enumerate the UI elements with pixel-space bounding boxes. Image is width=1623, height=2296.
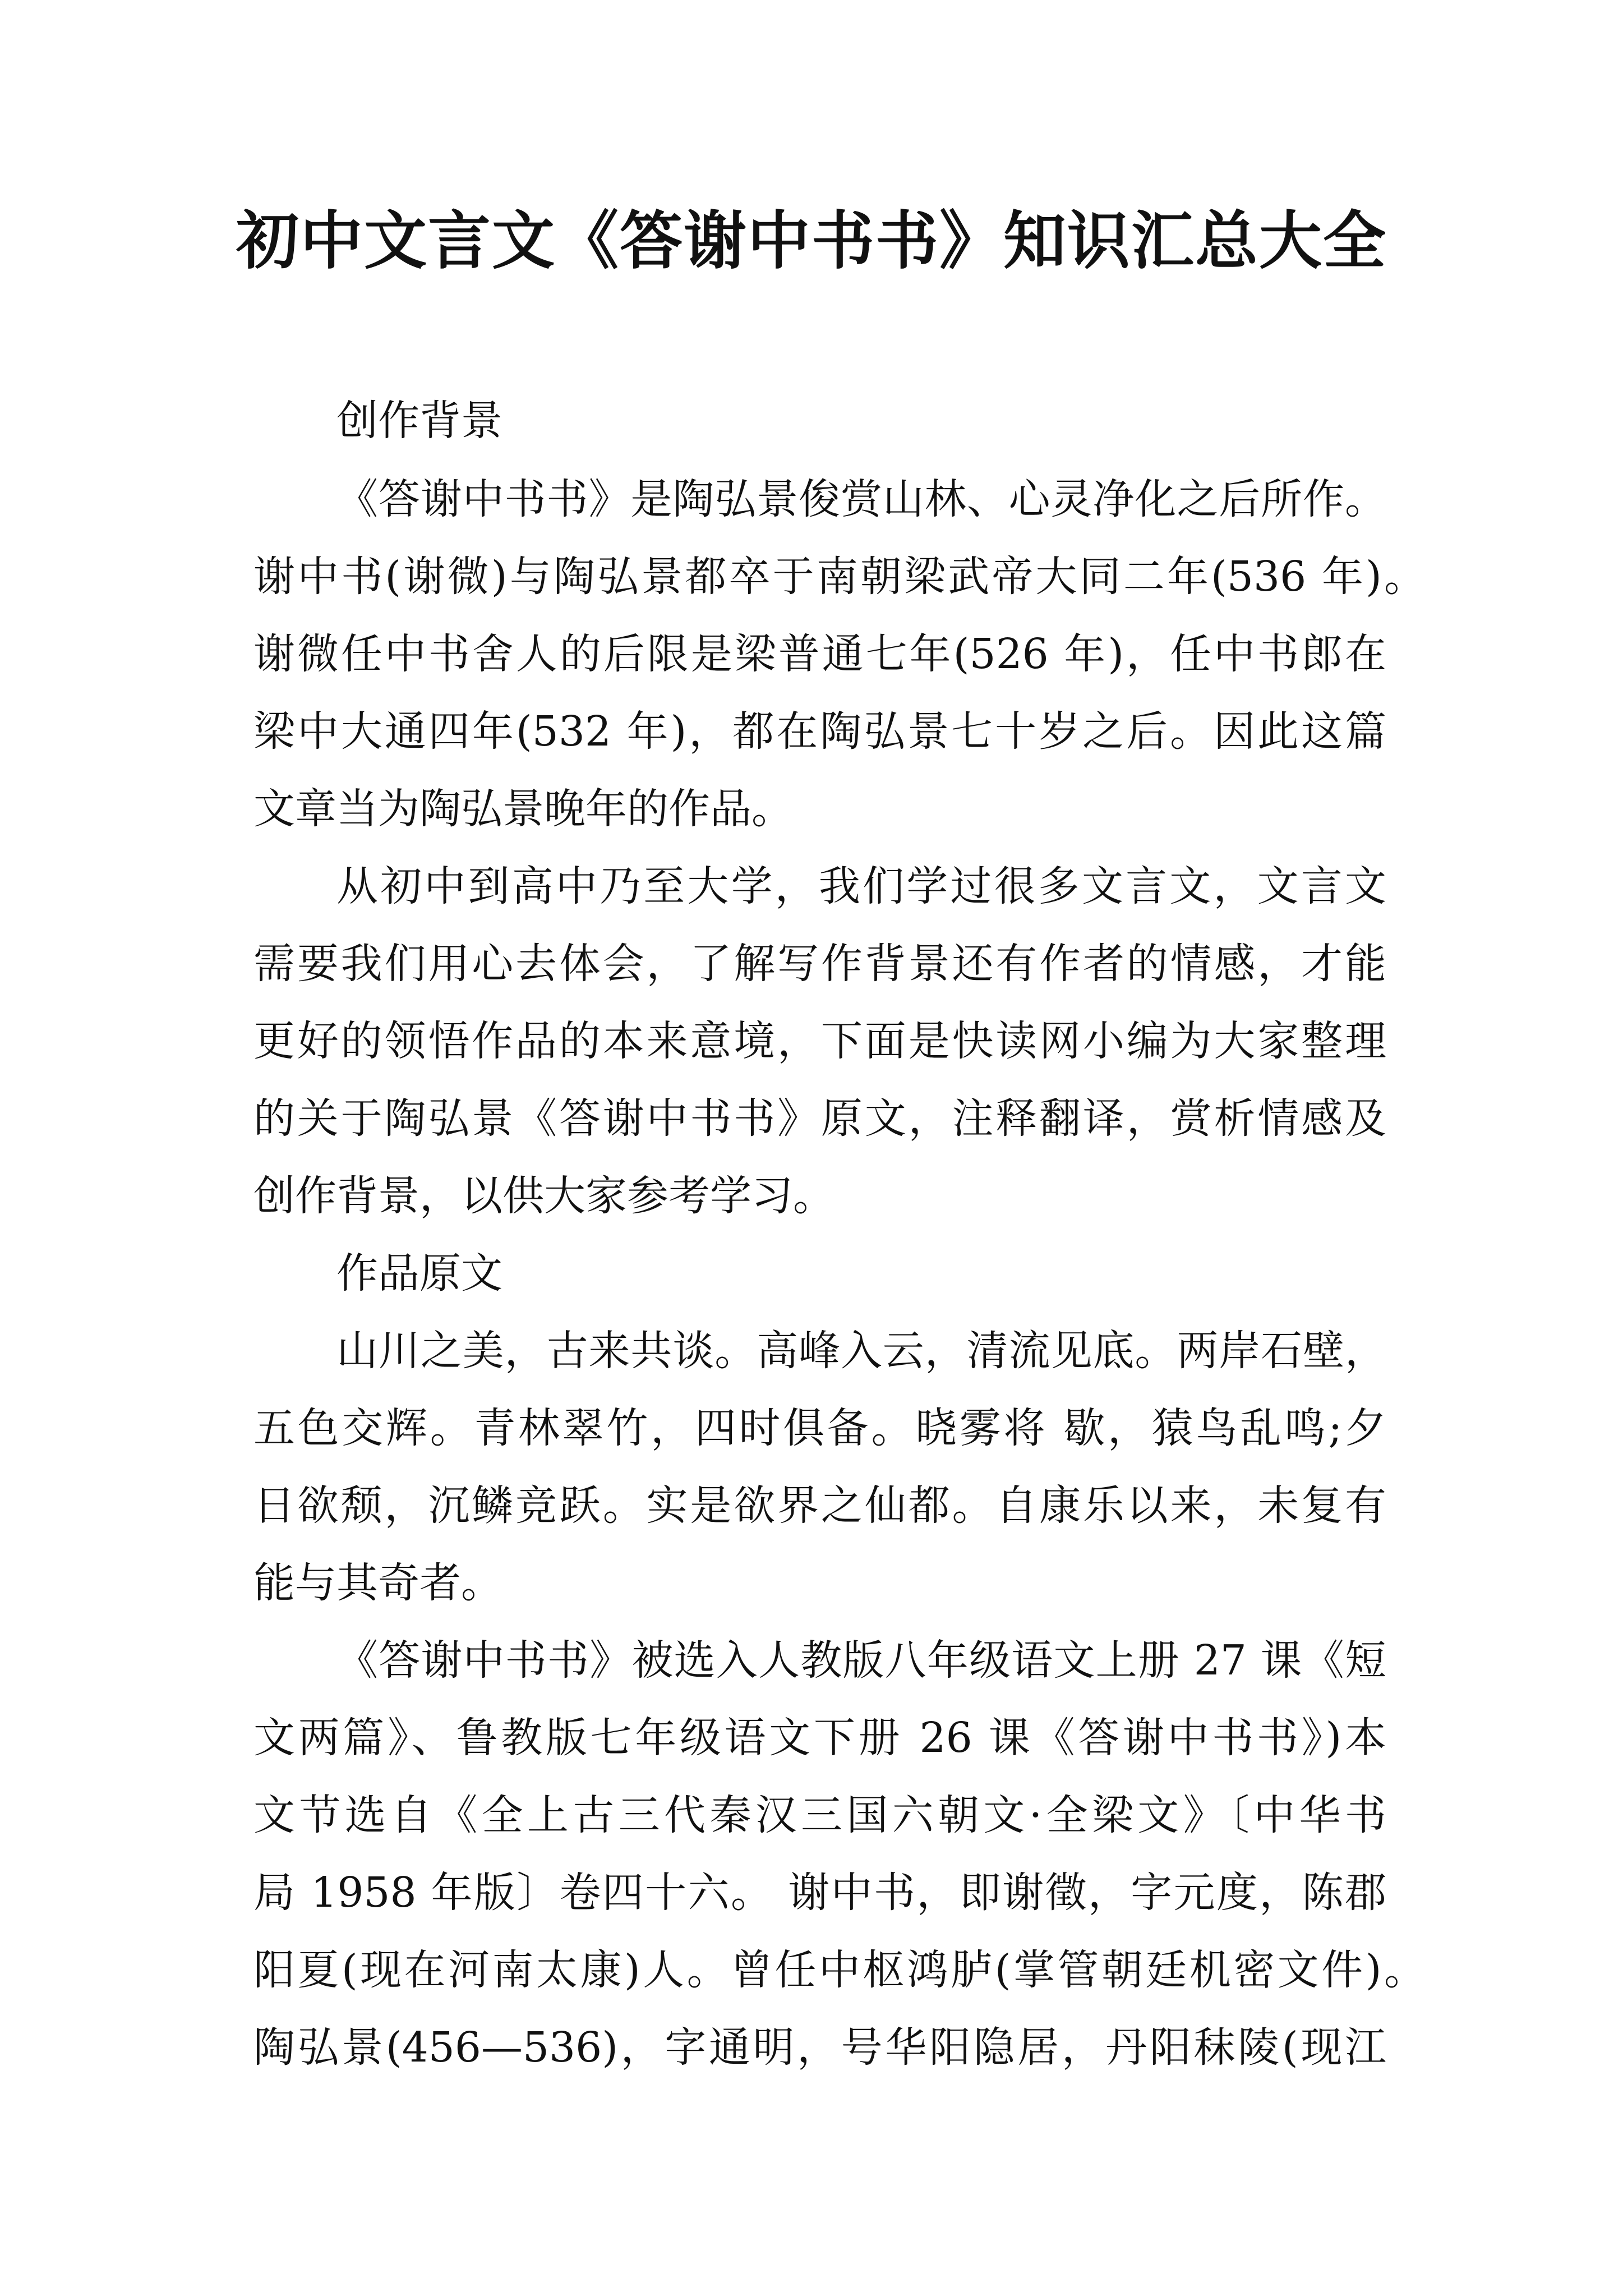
paragraph-line: 《答谢中书书》是陶弘景俊赏山林、心灵净化之后所作。 [336,475,1386,523]
paragraph-line: 日欲颓，沉鳞竞跃。实是欲界之仙都。自康乐以来，未复有 [253,1481,1386,1530]
paragraph-line: 谢微任中书舍人的后限是梁普通七年(526 年)，任中书郎在 [253,630,1386,678]
paragraph-line: 文两篇》、鲁教版七年级语文下册 26 课《答谢中书书》)本 [253,1714,1386,1762]
paragraph-line: 《答谢中书书》被选入人教版八年级语文上册 27 课《短 [336,1636,1386,1685]
paragraph-line: 更好的领悟作品的本来意境，下面是快读网小编为大家整理 [253,1017,1386,1065]
section-heading-background: 创作背景 [336,397,502,445]
document-title: 初中文言文《答谢中书书》知识汇总大全 [236,205,1387,278]
paragraph-line: 梁中大通四年(532 年)，都在陶弘景七十岁之后。因此这篇 [253,707,1386,756]
paragraph-line: 阳夏(现在河南太康)人。曾任中枢鸿胪(掌管朝廷机密文件)。 [253,1946,1426,1994]
paragraph-line: 谢中书(谢微)与陶弘景都卒于南朝梁武帝大同二年(536 年)。 [253,553,1426,601]
paragraph-line: 从初中到高中乃至大学，我们学过很多文言文，文言文 [336,862,1386,910]
paragraph-line: 陶弘景(456—536)，字通明，号华阳隐居，丹阳秣陵(现江 [253,2023,1386,2072]
paragraph-line: 五色交辉。青林翠竹，四时俱备。晓雾将 歇，猿鸟乱鸣;夕 [253,1404,1386,1452]
section-heading-original-text: 作品原文 [336,1249,502,1297]
paragraph-line: 文章当为陶弘景晚年的作品。 [253,785,793,833]
paragraph-line: 山川之美，古来共谈。高峰入云，清流见底。两岸石壁， [336,1327,1386,1375]
paragraph-line: 局 1958 年版〕卷四十六。 谢中书，即谢徵，字元度，陈郡 [253,1869,1386,1917]
paragraph-line: 需要我们用心去体会，了解写作背景还有作者的情感，才能 [253,940,1386,988]
paragraph-line: 文节选自《全上古三代秦汉三国六朝文·全梁文》〔中华书 [253,1791,1386,1839]
paragraph-line: 的关于陶弘景《答谢中书书》原文，注释翻译，赏析情感及 [253,1094,1386,1143]
paragraph-line: 能与其奇者。 [253,1559,502,1607]
paragraph-line: 创作背景，以供大家参考学习。 [253,1172,834,1220]
